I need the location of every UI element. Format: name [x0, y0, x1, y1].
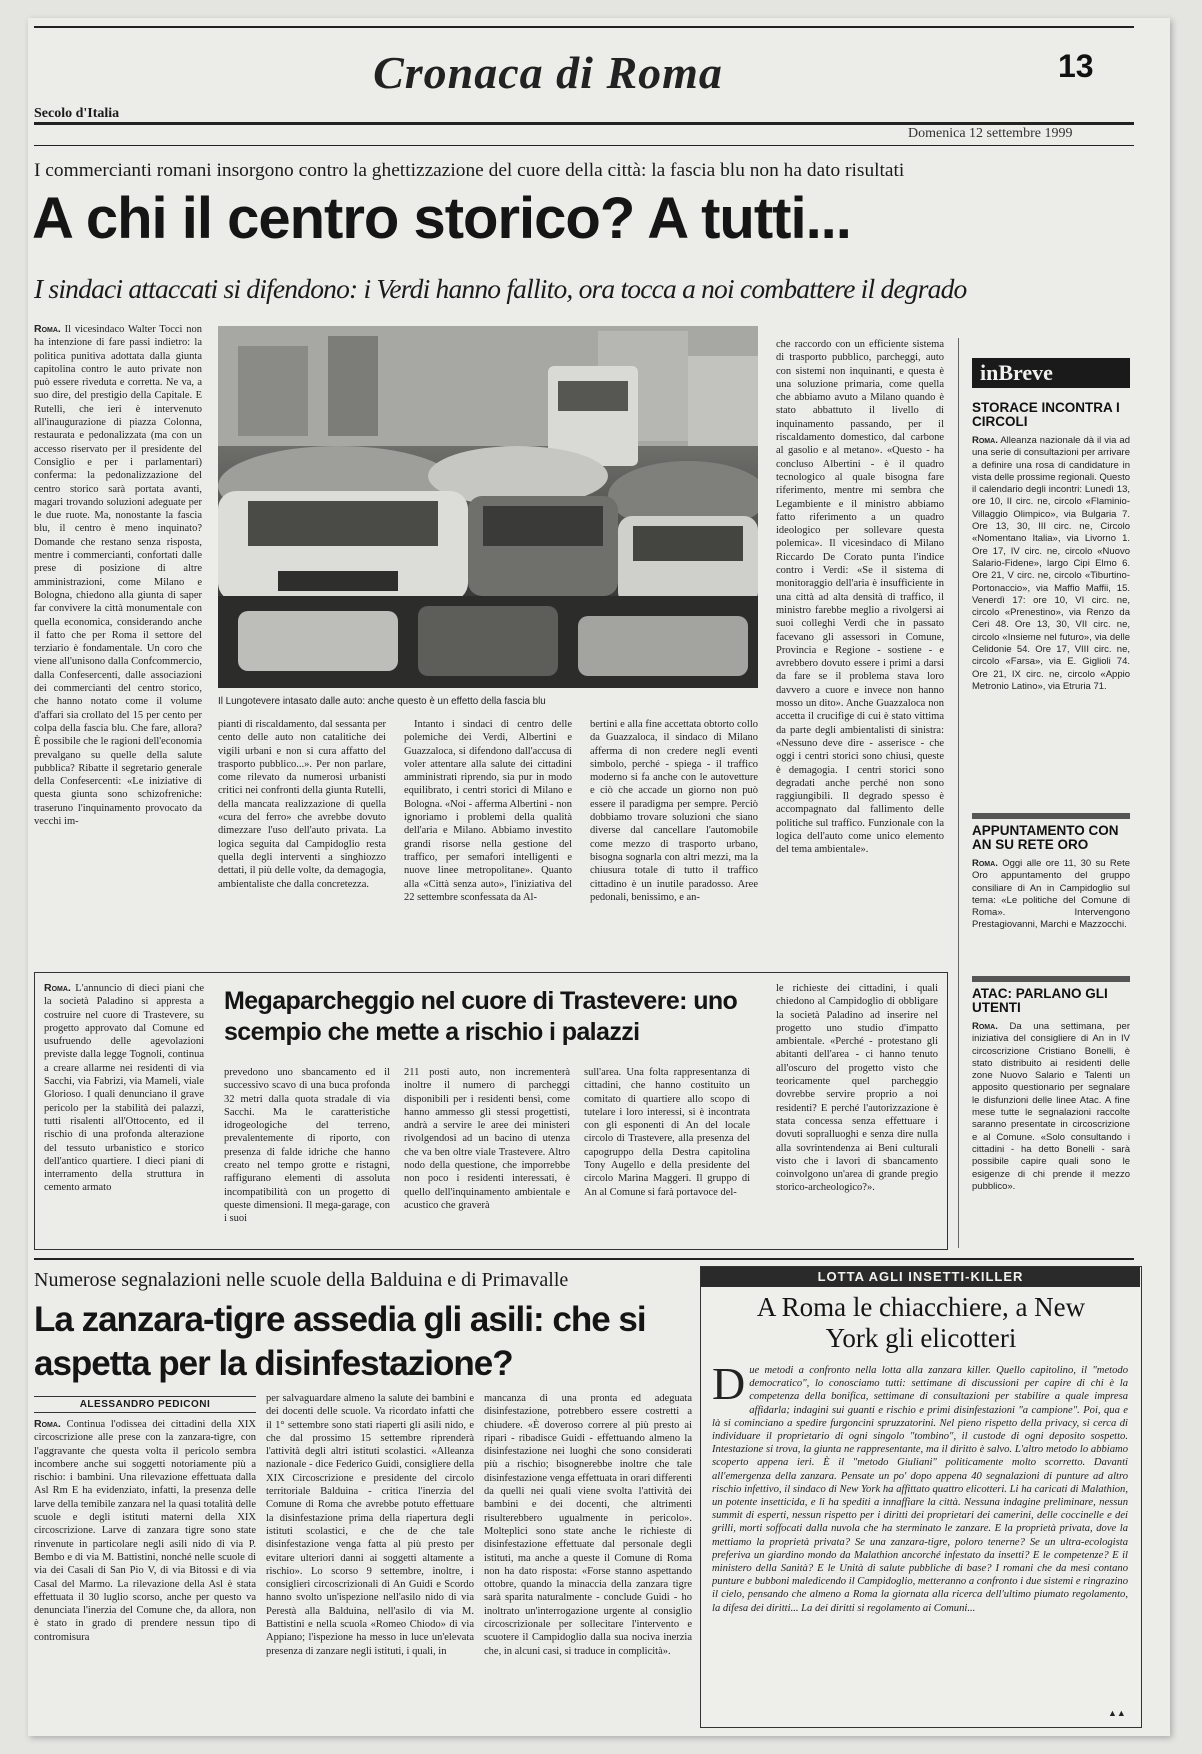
mosquito-column-1 — [34, 1418, 256, 1728]
lead-column-4 — [590, 718, 758, 968]
lead-col3-text: Intanto i sindaci di centro delle polemiche dei Verdi, Albertini e Guazzaloca, si difendono dall'accusa di voler attentare alla salute dei cittadini amministrati riprendo, sia pur in modo equilibrato, i centri storici di Milano e Bologna. «Noi - afferma Albertini - non ignoriamo i problemi della qualità dell'aria e Milano. Abbiamo investito grandi risorse nella gestione del traffico, per semafori intelligenti e nuove linee metropolitane». Quanto alla «Città senza auto», l'iniziativa del 22 settembre sconfessata da Al- — [404, 719, 572, 903]
issue-date: Domenica 12 settembre 1999 — [908, 126, 1073, 141]
trastevere-col2-text: prevedono uno sbancamento ed il successivo scavo di una buca profonda 32 metri dalla quota stradale di via Sacchi. Ma le caratteristiche idrogeologiche del terreno, prevalentemente di riporto, con presenza di falde idriche che hanno creato nel tempo grotte e ristagni, raffigurano elementi di assoluta incompatibilità con un progetto di queste dimensioni. Il mega-garage, con i suoi — [224, 1067, 390, 1225]
trastevere-col4-text: sull'area. Una folta rappresentanza di cittadini, che hanno costituito un comitato di quartiere allo scopo di tutelare i loro interessi, si è incontrata con gli esponenti di An del locale circolo di Trastevere, alla presenza del capogruppo della Destra capitolina Tony Augello e della presidente del circolo Marina Maggeri. Il gruppo di An al Comune si farà portavoce del- — [584, 1067, 750, 1198]
lead-dateline: Roma. — [34, 323, 61, 335]
brief-1-dateline: Roma. — [972, 435, 998, 446]
brief-1-body-wrap — [972, 435, 1130, 693]
mosquito-column-2 — [266, 1392, 474, 1728]
lead-column-1 — [34, 323, 202, 968]
brief-3-dateline: Roma. — [972, 1021, 998, 1032]
mosquito-dateline: Roma. — [34, 1418, 61, 1430]
brief-1 — [972, 401, 1130, 693]
insect-killer-body-wrap — [712, 1364, 1128, 1708]
insect-killer-body: ue metodi a confronto nella lotta alla zanzara killer. Quello capitolino, il "metodo democratico", lo conosciamo tutti: settimane di discussioni per capire di chi è la competenza della bonifica, settimane di consultazioni per stabilire a quale impresa affidarla; indagini sui guanti e rischio e primi disinfestazioni "a campione". Poi, qua e là si cominciano a spedire furgoncini spruzzatorini. Nel pieno rispetto della privacy, si cerca di individuare il proprietario di ogni singolo "tombino", il custode di ogni deposito sospetto. Intestazione si trova, la giunta ne rappresentante, ma il diritto è salvo. L'altro metodo lo abbiamo scoperto appena ieri. È il "metodo Giuliani" politicamente molto scorretto. Davanti all'emergenza della zanzara. Pensate un po' dopo appena 40 segnalazioni di punture ad altro rischio infettivo, il sindaco di New York ha affittato quattro elicotteri. Li ha caricati di Malathion, un potente insetticida, e li ha spediti a innaffiare la città. Nessuna indagine preliminare, nessun summit di esperti, nessun rispetto per i diritti dei proprietari dei camerini, delle coccinelle e dei grilli, morti soffocati dalla nuvola che ha sterminato le zanzare. E la proprietà privata, dove la mettiamo la proprietà privata? Se una zanzara-tigre, poloro tenerne? Se un ultra-ecologista preferiva un giardino mondo da Malathion ancorché infestato da insetti? E le competenze? E il ministero della Sanità? E le Unità di salute pubbliche di base? I romani che da mesi contano punture e bubboni maledicendo il Campidoglio, metteranno a confronto i due sistemi e ringrazino il cielo, pensando che almeno a Roma la giornata alla ricerca dell'ultimo piumato regolamento, la difesa dei diritti... La dei diritti si regolamento ai Comuni... — [712, 1365, 1128, 1614]
trastevere-column-1 — [44, 982, 204, 1240]
insect-killer-label: LOTTA AGLI INSETTI-KILLER — [701, 1267, 1140, 1287]
trastevere-column-5 — [776, 982, 938, 1240]
brief-3 — [972, 987, 1130, 1193]
brief-2-title: APPUNTAMENTO CON AN SU RETE ORO — [972, 823, 1119, 852]
lead-col2-text: pianti di riscaldamento, dal sessanta per cento delle auto non catalitiche dei vigili urbani e non si cura affatto del trasporto pubblico...». Per non parlare, come rilevato da numerosi urbanisti critici nei confronti della giunta Rutelli, della mancata realizzazione di quella «cura del ferro» che avrebbe dovuto dimezzare l'uso dell'auto privata. La logica seguita dal Campidoglio resta quella degli interventi a singhiozzo dettati, il più delle volte, da demagogia, ambientaliste che dalla concretezza. — [218, 719, 386, 890]
lead-subheadline: I sindaci attaccati si difendono: i Verdi hanno fallito, ora tocca a noi combattere il degrado — [34, 273, 967, 304]
sidebar-divider — [958, 338, 959, 1248]
lead-col4-text: bertini e alla fine accettata obtorto collo da Guazzaloca, il sindaco di Milano afferma di non credere negli eventi simbolo, perché - spiega - il traffico moderno si fa anche con le autovetture e ciò che accade un giorno non può essere il paradigma per sempre. Perciò dobbiamo trovare soluzioni che siano diverse dal cancellare l'automobile come mezzo di trasporto urbano, bisogna sognarla con altri mezzi, ma la chiusura totale di tutto il traffico cittadino è un inutile paradosso. Aree pedonali, benissimo, e an- — [590, 719, 758, 903]
brief-2 — [972, 824, 1130, 932]
date-rule — [34, 145, 1134, 146]
page-number: 13 — [1058, 48, 1094, 84]
brief-3-body: Da una settimana, per iniziativa del consigliere di An in IV circoscrizione Cristiano Bonelli, è stato distribuito ai residenti delle zone Nuovo Salario e Talenti un apposito questionario per segnalare le disfunzioni delle linee Atac. A fine mese tutte le segnalazioni raccolte saranno presentate in circoscrizione e al Comune. «Solo consultando i cittadini - ha detto Bonelli - sarà possibile capire quali sono le esigenze di chi prende il mezzo pubblico». — [972, 1021, 1130, 1192]
trastevere-column-2 — [224, 1066, 390, 1240]
inbreve-logo: inBreve — [972, 358, 1130, 388]
trastevere-dateline: Roma. — [44, 982, 71, 994]
brief-3-title: ATAC: PARLANO GLI UTENTI — [972, 986, 1108, 1015]
trastevere-col1-text: L'annuncio di dieci piani che la società Paladino si appresta a costruire nel cuore di Trastevere, su progetto approvato dal Comune ed usufruendo delle agevolazioni previste dalla legge Tognoli, continua a creare allarme nei residenti di via Sacchi, via Fabrizi, via Mameli, viale Glorioso. I quali denunciano il grave pericolo per la stabilità dei palazzi, tutti risalenti all'Ottocento, ed il rischio di una profonda alterazione del tessuto urbanistico e storico dell'antico quartiere. I dieci piani di interramento della struttura in cemento armato — [44, 983, 204, 1194]
brief-2-body-wrap — [972, 858, 1130, 932]
lead-headline: A chi il centro storico? A tutti... — [32, 186, 851, 251]
trastevere-headline: Megaparcheggio nel cuore di Trastevere: uno scempio che mette a rischio i palazzi — [224, 987, 738, 1046]
lead-column-5 — [776, 338, 944, 968]
brief-3-body-wrap — [972, 1021, 1130, 1193]
section-rule — [34, 1258, 1134, 1260]
mosquito-headline: La zanzara-tigre assedia gli asili: che si aspetta per la disinfestazione? — [34, 1300, 646, 1383]
brief-1-title: STORACE INCONTRA I CIRCOLI — [972, 400, 1120, 429]
newspaper-name: Secolo d'Italia — [34, 106, 120, 121]
trastevere-col3-text: 211 posti auto, non incrementerà inoltre il numero di parcheggi disponibili per i residenti bensì, come hanno ammesso gli stessi progettisti, andrà a servire le aree dei ministeri rivolgendosi ad un bacino di utenza che va ben oltre viale Trastevere. Altro nodo della questione, che imporrebbe non poco i residenti interessati, è quello dell'inquinamento ambientale e acustico che graverà — [404, 1067, 570, 1211]
trastevere-column-3 — [404, 1066, 570, 1240]
end-mark: ▲▲ — [1108, 1708, 1126, 1718]
trastevere-col5-text: le richieste dei cittadini, i quali chiedono al Campidoglio di obbligare la società Paladino ad inserire nel progetto uno studio d'impatto ambientale. «Perché - protestano gli abitanti dell'area - ci hanno tenuto all'oscuro del progetto visto che teoricamente quel parcheggio dovrebbe servire proprio a noi residenti? E perché l'autorizzazione è stata concessa senza effettuare i dovuti sopralluoghi e senza dire nulla alla sovrintendenza ai Beni culturali visto che i lavori di sbancamento coinvolgono un'area di grande pregio storico-archeologico?». — [776, 983, 938, 1194]
trastevere-column-4 — [584, 1066, 750, 1240]
brief-separator-2 — [972, 976, 1130, 982]
mosquito-kicker: Numerose segnalazioni nelle scuole della Balduina e di Primavalle — [34, 1269, 569, 1291]
traffic-jam-photo — [218, 326, 758, 688]
mosquito-column-3 — [484, 1392, 692, 1728]
lead-col1-text: Il vicesindaco Walter Tocci non ha intenzione di fare passi indietro: la politica punitiva adottata dalla giunta capitolina contro le auto private non può essere rivedutа e corretta. Ne va, a suo dire, del prestigio della Capitale. E Rutelli, che ieri è intervenuto all'inaugurazione di piazza Colonna, restaurata e pedonalizzata (ma con un accesso riservato per il presidente del Consiglio e per i parlamentari) conferma: la pedonalizzazione del centro storico sarà portata avanti, magari trovando soluzioni adeguate per le due ruote. Ma, nonostante la fascia blu, il centro è meno inquinato? Domande che restano senza risposta, mentre i commercianti, confortati dalle prese di posizione di altre amministrazioni, come Milano e Bologna, chiedono alla giunta di saper far convivere la città monumentale con quella economica, considerando anche il fatto che per Roma il settore del terziario è fondamentale. Un coro che viene all'unisono dalla Confcommercio, dalla Confesercenti, dalle associazioni dei commercianti del centro storico, che hanno notato come il volume d'affari sia crollato del 15 per cento per colpa della fascia blu. Che fare, allora? È possibile che le ragioni dell'economia prevalgano su quelle della salute pubblica? Ribatte il segretario generale della Confesercenti: «Le iniziative di questa giunta sono schizofreniche: traseruno l'inquinamento provocato da vecchi im- — [34, 324, 202, 827]
insect-killer-dropcap: D — [712, 1364, 746, 1409]
mosquito-col1-text: Continua l'odissea dei cittadini della XIX circoscrizione alle prese con la zanzara-tigre, con l'aggravante che questa volta il pericolo sembra incombere anche sui soggetti notoriamente più a rischio: i bambini. Una rilevazione effettuata dalla Asl Rm E ha evidenziato, infatti, la presenza delle larve della temibile zanzara nel la quasi totalità delle scuole e degli istituti materni della XIX circoscrizione. Larve di zanzara tigre sono state rinvenute in particolare negli asili nido di via P. Bembo e di via M. Battistini, nonché nelle scuole di via dei Casali di San Pio V, di via Bitossi e di via Casal del Marmo. La rilevazione della Asl è stata effettuata il 30 luglio scorso, anche per questo va denunciata l'inerzia del Comune che, da allora, non è stato in grado di prendere nessun tipo di contromisura — [34, 1419, 256, 1643]
lead-column-2 — [218, 718, 386, 968]
newspaper-page — [28, 18, 1170, 1736]
brief-2-dateline: Roma. — [972, 858, 998, 869]
brief-separator-1 — [972, 813, 1130, 819]
traffic-illustration — [218, 326, 758, 688]
mosquito-byline: ALESSANDRO PEDICONI — [34, 1396, 256, 1413]
lead-column-3 — [404, 718, 572, 968]
photo-caption: Il Lungotevere intasato dalle auto: anche questo è un effetto della fascia blu — [218, 696, 546, 707]
insect-killer-headline: A Roma le chiacchiere, a New York gli elicotteri — [756, 1292, 1086, 1353]
mosquito-col2-text: per salvaguardare almeno la salute dei bambini e dei docenti delle scuole. Va ricordato infatti che il 1° settembre sono stati riaperti gli asili nido, e che dal prossimo 15 settembre riprenderà l'attività degli altri istituti scolastici. «Alleanza nazionale - dice Federico Guidi, consigliere della XIX Circoscrizione e presidente del circolo territoriale Balduina - critica l'inerzia del Comune di Roma che avrebbe potuto effettuare la disinfestazione prima della riapertura degli istituti scolastici, e che de che tale disinfestazione venga fatta al più presto per evitare ulteriori danni ai soggetti altamente a rischio». Lo scorso 9 settembre, inoltre, i consiglieri circoscrizionali di An Guidi e Scordo hanno svolto un'ispezione nell'asilo nido di via Perestà alla Balduina, nell'asilo di via M. Battistini e nella scuola «Romeo Chiodo» di via Appiano; l'ispezione ha messo in luce un'elevata presenza di zanzare negli istituti, i quali, in — [266, 1393, 474, 1657]
lead-kicker: I commercianti romani insorgono contro la ghettizzazione del cuore della città: la fascia blu non ha dato risultati — [34, 160, 905, 181]
brief-1-body: Alleanza nazionale dà il via ad una serie di consultazioni per arrivare a definire una rosa di candidature in vista delle prossime regionali. Questo il calendario degli incontri: Lunedì 13, ore 10, II circ. ne, circolo «Flaminio-Villaggio Olimpico», via Bulgaria 7. Ore 13, 30, III circ. ne, Circolo «Nomentano Italia», via Livorno 1. Ore 17, IV circ. ne, circolo «Nuovo Salario-Fidene», largo Cipi Elmo 6. Ore 21, V circ. ne, circolo «Tiburtino-Portonaccio», via Maffio Maffii, 15. Venerdì 17: ore 10, VI circ. ne, circolo «Prenestino», via Renzo da Ceri 48. Ore 13, 30, VII circ. ne, circolo «Insieme nel futuro», via delle Celidonie 54. Ore 17, VIII circ. ne, circolo «Farsa», via E. Giglioli 74. Ore 21, IX circ. ne, circolo «Appio Metronio Latino», via Etruria 71. — [972, 435, 1131, 692]
masthead-rule — [34, 122, 1134, 125]
brief-2-body: Oggi alle ore 11, 30 su Rete Oro appuntamento del gruppo consiliare di An in Campidoglio sul tema: «Le politiche del Comune di Roma». Intervengono Prestagiovanni, Marchi e Mazzocchi. — [972, 858, 1130, 931]
lead-col5-text: che raccordo con un efficiente sistema di trasporto pubblico, parcheggi, auto con sistemi non inquinanti, e questa è una soluzione primaria, come quella che abbiamo avuto a Milano quando è stato abbattuto il livello di inquinamento passando, per il riscaldamento domestico, dal carbone al gasolio e al metano». «Questo - ha concluso Albertini - è il quadro tecnologico al quale bisogna fare riferimento, mentre mi sembra che Legambiente e il ministro abbiamo fatto riferimento a un quadro ideologico per sollevare questa polemica». Il vicesindaco di Milano Riccardo De Corato punta l'indice contro i Verdi: «Se il sistema di monitoraggio dell'aria è insufficiente in una città ad alta densità di traffico, il ministro farebbe meglio a rivolgersi ai suoi colleghi Verdi che in passato facevano gli assessori in Comune, Provincia e Regione - sostiene - e avrebbero dovuto essere i primi a darsi da fare se il problema stava loro davvero a cuore e invece non hanno mosso un dito». Anche Guazzaloca non accetta il crucifige di cui è stato vittima da parte degli ambientalisti di sinistra: «Nessuno deve dire - asserisce - che oggi i centri storici sono chiusi, queste è demagogia. I centri storici sono degradati anche perché non sono raggiungibili. Il degrado spesso è accompagnato dal fallimento delle politiche sul traffico. Funzionale con la logica dell'auto come unico elemento del tema ambientale». — [776, 339, 944, 856]
top-rule — [34, 26, 1134, 28]
mosquito-col3-text: mancanza di una pronta ed adeguata disinfestazione, potrebbero essere costretti a chiudere. «È doveroso correre al più presto ai ripari - ribadisce Guidi - effettuando almeno la disinfestazione nei luoghi che sono considerati più a rischio; bisognerebbe inoltre che tale disinfestazione venga effettuata in orari differenti da quelli nei quali viene svolta l'attività dei bambini e dei docenti, che altrimenti risulterebbero ugualmente in pericolo». Molteplici sono state anche le richieste di disinfestazione effettuate dal personale degli istituti, ma anche a queste il Comune di Roma non ha dato risposta: «Forse stanno aspettando ottobre, quando la minaccia della zanzara tigre sarà sparita naturalmente - conclude Guidi - ho inoltrato un'interrogazione urgente al consiglio circoscrizionale per sollecitare l'intervento e scuotere il Campidoglio dalla sua nociva inerzia che, in alcuni casi, si traduce in complicità». — [484, 1393, 692, 1657]
section-title: Cronaca di Roma — [373, 47, 723, 98]
